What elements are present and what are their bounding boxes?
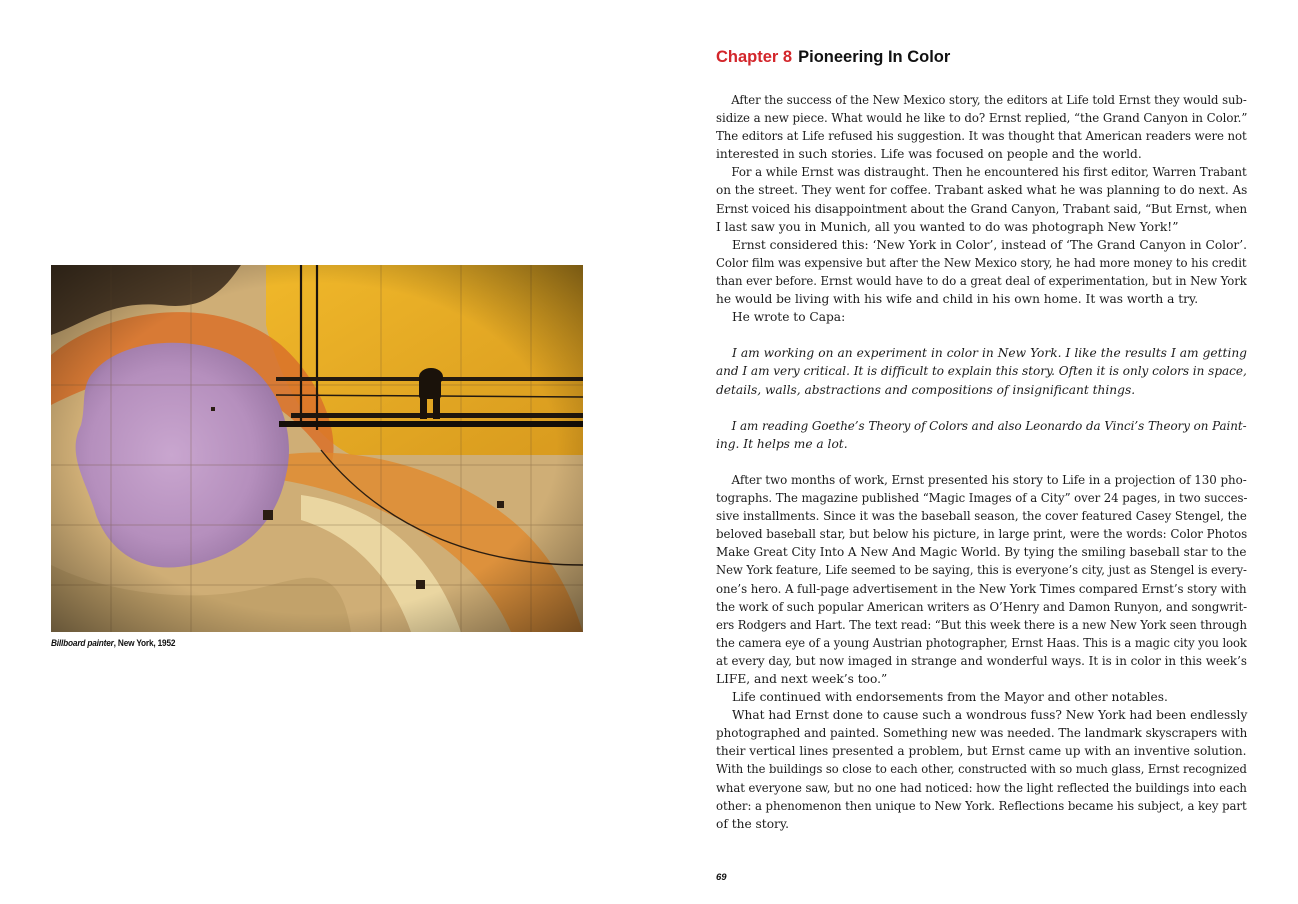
text-line: beloved baseball star, but below his picture, in large print, were the words: Color Photos — [716, 527, 1248, 542]
text-line: I last saw you in Munich, all you wanted to do was photograph New York!” — [716, 219, 1179, 234]
text-line: Make Great City Into A New And Magic World. By tying the smiling baseball star to the — [716, 545, 1247, 560]
caption-place: , New York, 1952 — [113, 638, 176, 648]
text-line: Color film was expensive but after the New Mexico story, he had more money to his credit — [716, 255, 1247, 270]
text-line: Ernst considered this: ‘New York in Color’, instead of ‘The Grand Canyon in Color’. — [732, 237, 1247, 252]
text-line: For a while Ernst was distraught. Then he encountered his first editor, Warren Trabant — [731, 165, 1247, 180]
text-line: New York feature, Life seemed to be saying, this is everyone’s city, just as Stengel is every- — [716, 563, 1247, 578]
text-line: LIFE, and next week’s too.” — [716, 672, 888, 686]
text-line: the work of such popular American writers as O’Henry and Damon Runyon, and songwrit- — [716, 599, 1248, 614]
text-line: photographed and painted. Something new was needed. The landmark skyscrapers with — [716, 726, 1248, 741]
caption-title: Billboard painter — [51, 638, 114, 648]
text-line: he would be living with his wife and child in his own home. It was worth a try. — [716, 292, 1199, 307]
text-line: After the success of the New Mexico story, the editors at Life told Ernst they would sub- — [731, 93, 1247, 107]
text-line: ers Rodgers and Hart. The text read: “But this week there is a new New York seen through — [716, 617, 1247, 632]
chapter-number: Chapter 8 — [716, 48, 793, 66]
text-line: I am reading Goethe’s Theory of Colors and also Leonardo da Vinci’s Theory on Paint- — [731, 418, 1247, 433]
chapter-title: Pioneering In Color — [798, 48, 951, 66]
text-line: ing. It helps me a lot. — [716, 436, 848, 451]
text-line: I am working on an experiment in color in New York. I like the results I am getting — [732, 346, 1247, 361]
body-text — [716, 91, 1247, 833]
paragraph-gap — [716, 326, 1247, 344]
text-line: sive installments. Since it was the baseball season, the cover featured Casey Stengel, the — [716, 509, 1247, 524]
paragraph-gap — [716, 399, 1247, 417]
text-line: and I am very critical. It is difficult to explain this story. Often it is only colors in space, — [716, 364, 1247, 379]
text-line: than ever before. Ernst would have to do a great deal of experimentation, but in New York — [716, 273, 1247, 288]
photo-caption — [51, 638, 175, 648]
text-line: their vertical lines presented a problem, but Ernst came up with an inventive solution. — [716, 744, 1247, 759]
billboard-painter-photo — [51, 265, 583, 632]
text-line: what everyone saw, but no one had noticed: how the light reflected the buildings into each — [716, 780, 1247, 795]
text-line: other: a phenomenon then unique to New York. Reflections became his subject, a key part — [716, 798, 1247, 813]
text-line: tographs. The magazine published “Magic Images of a City” over 24 pages, in two succes- — [716, 491, 1248, 506]
text-line: The editors at Life refused his suggestion. It was thought that American readers were not — [716, 129, 1247, 144]
text-line: What had Ernst done to cause such a wondrous fuss? New York had been endlessly — [732, 708, 1248, 723]
chapter-heading — [716, 48, 950, 67]
text-line: Ernst voiced his disappointment about the Grand Canyon, Trabant said, “But Ernst, when — [716, 201, 1248, 216]
text-line: With the buildings so close to each other, constructed with so much glass, Ernst recognized — [716, 762, 1247, 777]
photo-illustration — [51, 265, 583, 632]
text-line: Life continued with endorsements from the Mayor and other notables. — [732, 690, 1168, 705]
text-line: details, walls, abstractions and compositions of insignificant things. — [716, 382, 1136, 397]
text-line: After two months of work, Ernst presented his story to Life in a projection of 130 pho- — [731, 472, 1247, 487]
text-line: one’s hero. A full-page advertisement in the New York Times compared Ernst’s story with — [716, 581, 1247, 596]
text-line: sidize a new piece. What would he like to do? Ernst replied, “the Grand Canyon in Color.” — [716, 111, 1248, 126]
page-number: 69 — [716, 872, 727, 883]
text-line: He wrote to Capa: — [732, 310, 846, 325]
text-line: the camera eye of a young Austrian photographer, Ernst Haas. This is a magic city you look — [716, 635, 1247, 650]
text-line: of the story. — [716, 816, 790, 831]
text-line: on the street. They went for coffee. Trabant asked what he was planning to do next. As — [716, 183, 1248, 198]
paragraph-gap — [716, 453, 1247, 471]
text-line: at every day, but now imaged in strange and wonderful ways. It is in color in this week’s — [716, 653, 1247, 668]
text-line: interested in such stories. Life was focused on people and the world. — [716, 147, 1142, 162]
